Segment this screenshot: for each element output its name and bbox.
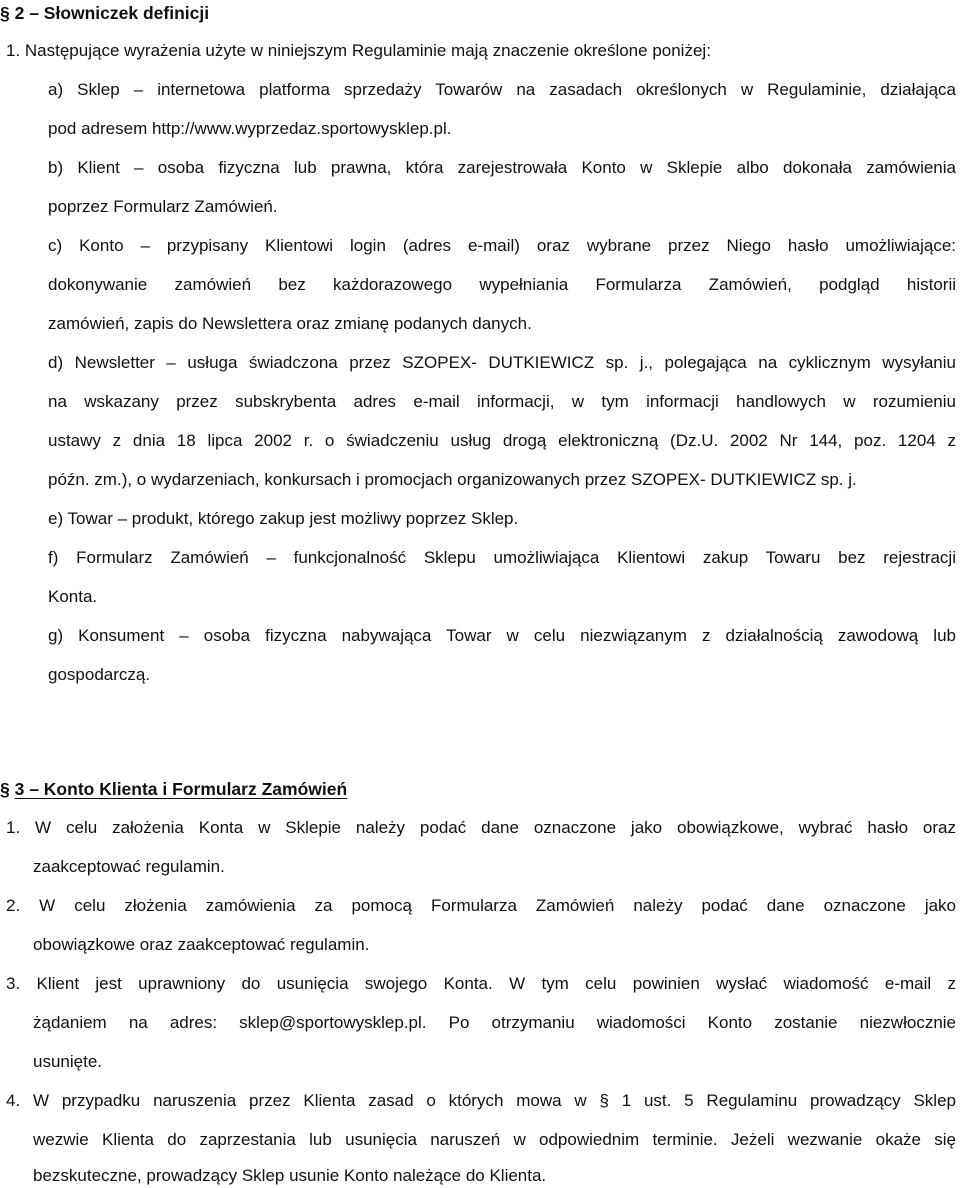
section-3-paragraph-3-line-1: 3. Klient jest uprawniony do usunięcia swojego Konta. W tym celu powinien wysłać wiadomość e-mail z — [6, 974, 956, 993]
definition-a-line-2: pod adresem http://www.wyprzedaz.sportowysklep.pl. — [48, 119, 452, 138]
section-3-paragraph-4-line-3: bezskuteczne, prowadzący Sklep usunie Konto należące do Klienta. — [33, 1166, 547, 1185]
definition-d-line-4: późn. zm.), o wydarzeniach, konkursach i promocjach organizowanych przez SZOPEX- DUTKIEWICZ sp. j. — [48, 470, 857, 489]
definition-c-line-2: dokonywanie zamówień bez każdorazowego wypełniania Formularza Zamówień, podgląd historii — [48, 275, 956, 294]
section-3-heading-title: 3 – Konto Klienta i Formularz Zamówień — [14, 779, 348, 799]
definition-b-line-2: poprzez Formularz Zamówień. — [48, 197, 278, 216]
definition-g-line-1: g) Konsument – osoba fizyczna nabywająca Towar w celu niezwiązanym z działalnością zawodową lub — [48, 626, 956, 645]
section-3-paragraph-1-line-2: zaakceptować regulamin. — [33, 857, 225, 876]
section-3-paragraph-2-line-2: obowiązkowe oraz zaakceptować regulamin. — [33, 935, 370, 954]
definition-e-line-1: e) Towar – produkt, którego zakup jest możliwy poprzez Sklep. — [48, 509, 519, 528]
section-3-paragraph-4-line-2: wezwie Klienta do zaprzestania lub usunięcia naruszeń w odpowiednim terminie. Jeżeli wezwanie okaże się — [33, 1130, 956, 1149]
definition-f-line-1: f) Formularz Zamówień – funkcjonalność Sklepu umożliwiająca Klientowi zakup Towaru bez rejestracji — [48, 548, 956, 567]
section-3-paragraph-3-line-2: żądaniem na adres: sklep@sportowysklep.pl. Po otrzymaniu wiadomości Konto zostanie niezwłocznie — [33, 1013, 956, 1032]
section-3-paragraph-1-line-1: 1. W celu założenia Konta w Sklepie należy podać dane oznaczone jako obowiązkowe, wybrać hasło oraz — [6, 818, 956, 837]
section-3-paragraph-2-line-1: 2. W celu złożenia zamówienia za pomocą Formularza Zamówień należy podać dane oznaczone jako — [6, 896, 956, 915]
section-3-heading — [0, 778, 347, 800]
definition-f-line-2: Konta. — [48, 587, 98, 606]
definition-b-line-1: b) Klient – osoba fizyczna lub prawna, która zarejestrowała Konto w Sklepie albo dokonała zamówienia — [48, 158, 956, 177]
definition-d-line-2: na wskazany przez subskrybenta adres e-mail informacji, w tym informacji handlowych w rozumieniu — [48, 392, 956, 411]
definition-d-line-1: d) Newsletter – usługa świadczona przez SZOPEX- DUTKIEWICZ sp. j., polegająca na cyklicznym wysyłaniu — [48, 353, 956, 372]
definition-g-line-2: gospodarczą. — [48, 665, 151, 684]
section-2-intro: 1. Następujące wyrażenia użyte w niniejszym Regulaminie mają znaczenie określone poniżej: — [6, 41, 711, 60]
section-3-heading-prefix: § — [0, 779, 15, 799]
definition-c-line-3: zamówień, zapis do Newslettera oraz zmianę podanych danych. — [48, 314, 532, 333]
definition-c-line-1: c) Konto – przypisany Klientowi login (adres e-mail) oraz wybrane przez Niego hasło umożliwiające: — [48, 236, 956, 255]
definition-a-line-1: a) Sklep – internetowa platforma sprzedaży Towarów na zasadach określonych w Regulaminie, działająca — [48, 80, 956, 99]
section-3-paragraph-4-line-1: 4. W przypadku naruszenia przez Klienta zasad o których mowa w § 1 ust. 5 Regulaminu prowadzący Sklep — [6, 1091, 956, 1110]
section-3-paragraph-3-line-3: usunięte. — [33, 1052, 102, 1071]
definition-d-line-3: ustawy z dnia 18 lipca 2002 r. o świadczeniu usług drogą elektroniczną (Dz.U. 2002 Nr 144, poz. 1204 z — [48, 431, 956, 450]
section-2-heading: § 2 – Słowniczek definicji — [0, 3, 210, 23]
